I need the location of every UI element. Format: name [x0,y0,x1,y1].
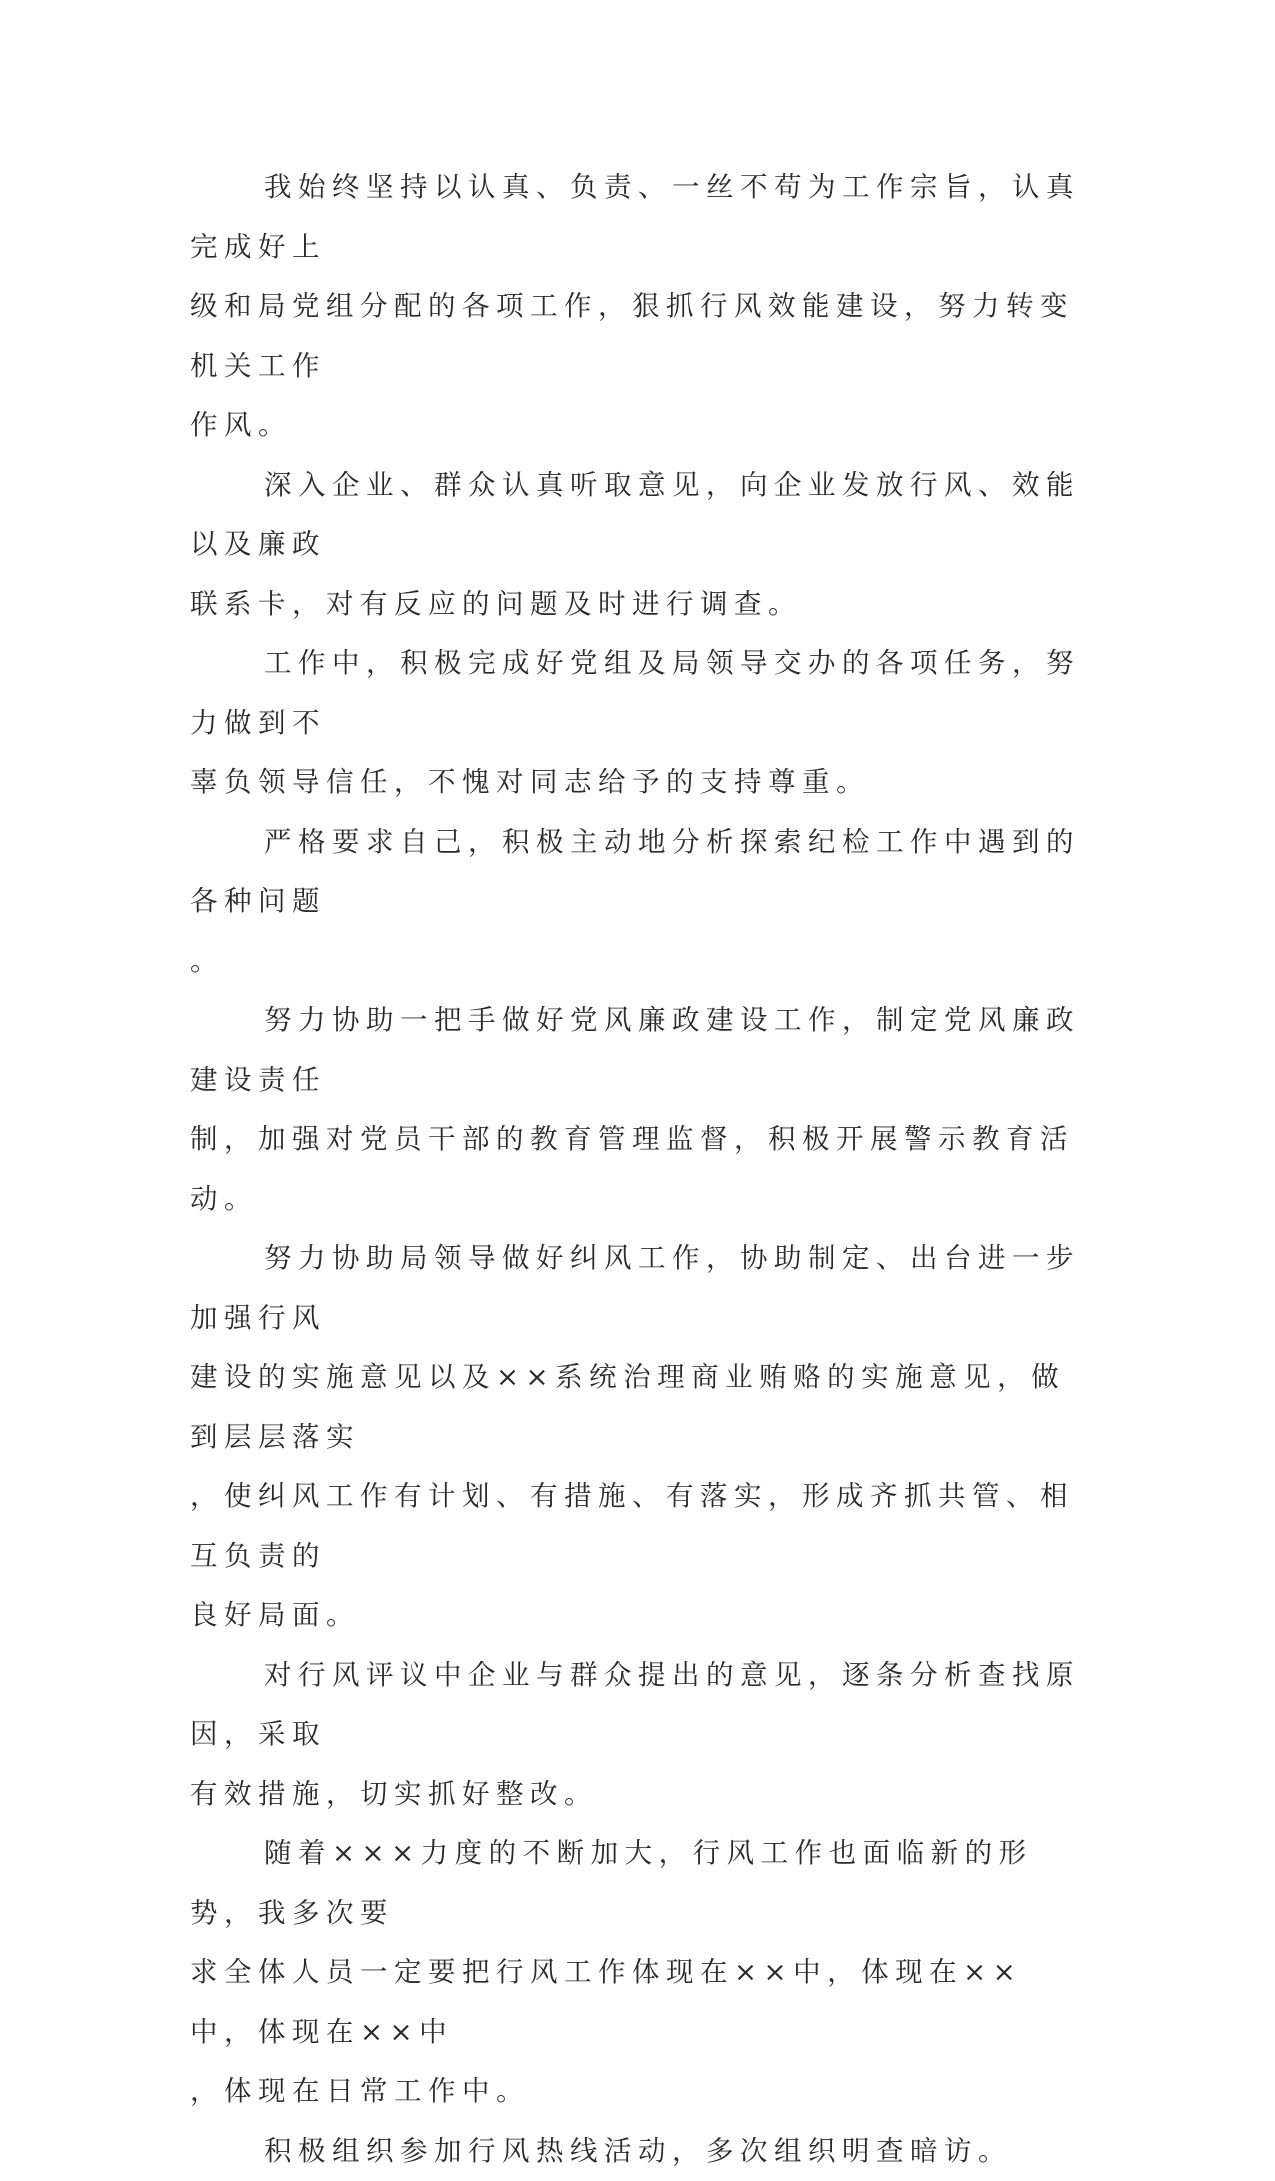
paragraph-5-line-1: 努力协助一把手做好党风廉政建设工作，制定党风廉政建设责任 [190,1004,1080,1096]
paragraph-2 [190,456,1080,635]
paragraph-8-line-2: 求全体人员一定要把行风工作体现在××中，体现在××中，体现在××中 [190,1956,1022,2048]
paragraph-5-line-2: 制，加强对党员干部的教育管理监督，积极开展警示教育活动。 [190,1123,1074,1215]
paragraph-8 [190,1824,1080,2122]
paragraph-1-line-2: 级和局党组分配的各项工作，狠抓行风效能建设，努力转变机关工作 [190,290,1074,382]
paragraph-3-line-2: 辜负领导信任，不愧对同志给予的支持尊重。 [190,766,870,798]
paragraph-9-line-1: 积极组织参加行风热线活动，多次组织明查暗访。 [264,2135,1012,2167]
paragraph-6-line-1: 努力协助局领导做好纠风工作，协助制定、出台进一步加强行风 [190,1242,1080,1334]
document-body [190,158,1080,2181]
paragraph-7 [190,1646,1080,1825]
paragraph-2-line-2: 联系卡，对有反应的问题及时进行调查。 [190,588,802,620]
paragraph-6 [190,1229,1080,1646]
paragraph-6-line-4: 良好局面。 [190,1599,360,1631]
paragraph-1-line-1: 我始终坚持以认真、负责、一丝不苟为工作宗旨，认真完成好上 [190,171,1080,263]
paragraph-4-line-1: 严格要求自己，积极主动地分析探索纪检工作中遇到的各种问题 [190,826,1080,918]
paragraph-8-line-1: 随着×××力度的不断加大，行风工作也面临新的形势，我多次要 [190,1837,1033,1929]
paragraph-3-line-1: 工作中，积极完成好党组及局领导交办的各项任务，努力做到不 [190,647,1080,739]
paragraph-4 [190,813,1080,992]
paragraph-8-line-3: ，体现在日常工作中。 [190,2075,530,2107]
paragraph-5 [190,991,1080,1229]
paragraph-1-line-3: 作风。 [190,409,292,441]
paragraph-7-line-2: 有效措施，切实抓好整改。 [190,1778,598,1810]
paragraph-1 [190,158,1080,456]
paragraph-6-line-2: 建设的实施意见以及××系统治理商业贿赂的实施意见，做到层层落实 [190,1361,1065,1453]
paragraph-7-line-1: 对行风评议中企业与群众提出的意见，逐条分析查找原因，采取 [190,1659,1080,1751]
paragraph-9 [190,2122,1080,2181]
paragraph-2-line-1: 深入企业、群众认真听取意见，向企业发放行风、效能以及廉政 [190,469,1080,561]
paragraph-4-line-2: 。 [190,945,224,977]
paragraph-3 [190,634,1080,813]
paragraph-6-line-3: ，使纠风工作有计划、有措施、有落实，形成齐抓共管、相互负责的 [190,1480,1074,1572]
